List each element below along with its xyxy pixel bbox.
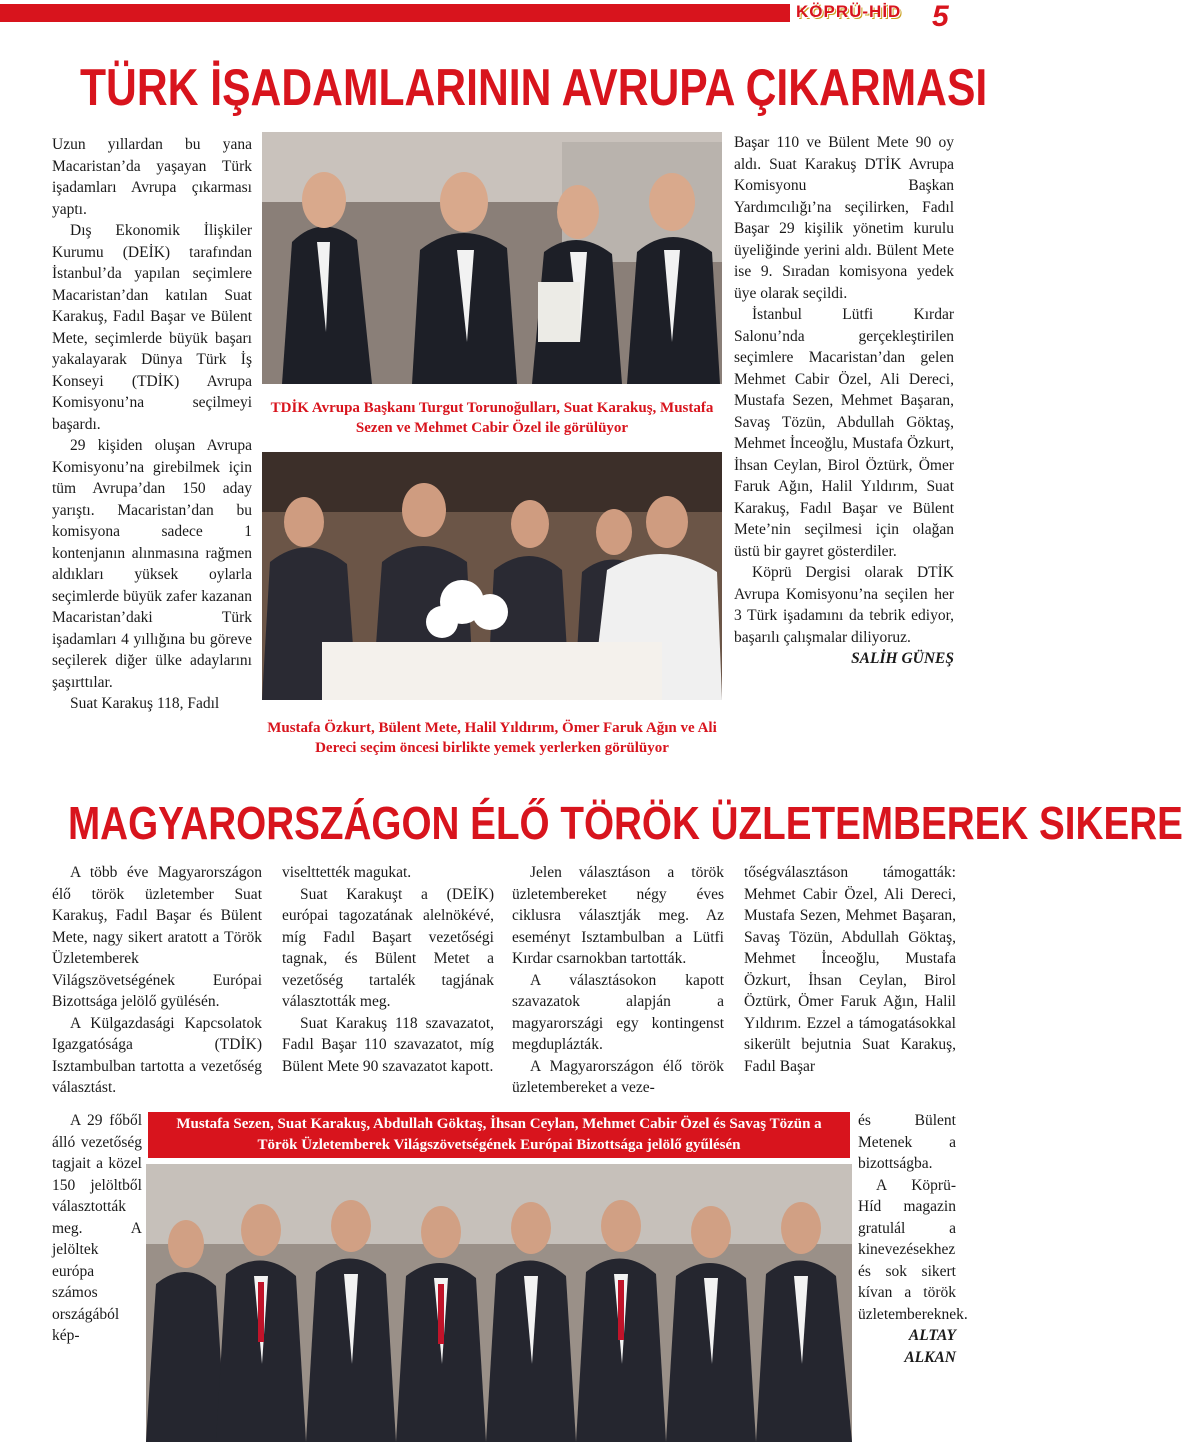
article1-col1-para1: Uzun yıllardan bu yana Macaristan’da yaşayan Türk işadamları Avrupa çıkarması yaptı. — [52, 136, 252, 218]
article2-col2-para1: viselttették magukat. — [282, 864, 412, 881]
article1-col1-para3: 29 kişiden oluşan Avrupa Komisyonu’na girebilmek için tüm Avrupa’dan 150 aday yarıştı. Macaristan’dan bu komisyona sadece 1 kontenjanın alınmasına rağmen aldıkları yüksek oylarla seçimlerde büyük zafer kazanan Macaristan’daki Türk işadamları 4 yıllığına bu göreve seçilerek diğer ülke adaylarını şaşırttılar. — [52, 437, 252, 691]
article2-col1-para1: A több éve Magyarországon élő török üzletember Suat Karakuş, Fadıl Başar és Bülent Mete, nagy sikert aratott a Török Üzletemberek Világszövetségének Európai Bizottsága jelölő gyülésén. — [52, 864, 262, 1010]
article2-column-1 — [52, 862, 262, 1099]
article2-col3-para3: A Magyarországon élő török üzletembereket a veze- — [512, 1057, 724, 1096]
photo1-caption: TDİK Avrupa Başkanı Turgut Torunoğulları, Suat Karakuş, Mustafa Sezen ve Mehmet Cabir Özel ile görülüyor — [270, 400, 714, 436]
article1-col1-para2: Dış Ekonomik İlişkiler Kurumu (DEİK) tarafından İstanbul’da yapılan seçimlere Macaristan’dan katılan Suat Karakuş, Fadıl Başar ve Bülent Mete, seçimlerde büyük başarı yakalayarak Dünya Türk İş Konseyi (TDİK) Avrupa Komisyonu’na seçilmeyi başardı. — [52, 222, 252, 433]
article2-column-4-narrow — [858, 1110, 968, 1368]
article1-headline: TÜRK İŞADAMLARININ AVRUPA ÇIKARMASI — [80, 59, 988, 117]
article2-col3-para2: A választásokon kapott szavazatok alapján a magyarországi egy kontingenst megduplázták. — [512, 971, 724, 1053]
photo2-caption: Mustafa Özkurt, Bülent Mete, Halil Yıldırım, Ömer Faruk Ağın ve Ali Dereci seçim öncesi birlikte yemek yerlerken görülüyor — [267, 720, 717, 756]
magazine-logo: KÖPRÜ-HİD — [796, 2, 902, 21]
article1-column-left — [52, 134, 252, 715]
article1-column-right — [734, 132, 954, 670]
article2-col4-para2: és Bülent Metenek a bizottságba. — [858, 1112, 956, 1172]
article2-column-2 — [282, 862, 494, 1077]
photo-group-meeting — [146, 1164, 852, 1442]
article2-col2-para3: Suat Karakuş 118 szavazatot, Fadıl Başar 110 szavazatot, míg Bülent Mete 90 szavazatot kapott. — [282, 1014, 494, 1075]
article2-col1-para2: A Külgazdasági Kapcsolatok Igazgatósága (TDİK) Isztambulban tartotta a vezetőség választást. — [52, 1014, 262, 1096]
photo-dinner-table — [262, 452, 722, 700]
article1-col3-para1: Başar 110 ve Bülent Mete 90 oy aldı. Suat Karakuş DTİK Avrupa Komisyonu Başkan Yardımcılığı’na seçilirken, Fadıl Başar 29 kişilik yönetim kurulu üyeliğinde yerini aldı. Bülent Mete ise 9. Sıradan komisyona yedek üye olarak seçildi. — [734, 134, 954, 302]
article2-column-1-narrow — [52, 1110, 142, 1347]
article2-col1-para3: A 29 főből álló vezetőség tagjait a közel 150 jelöltből választották meg. A jelöltek európa számos országából kép- — [52, 1112, 142, 1344]
article2-col4-para3: A Köprü-Híd magazin gratulál a kinevezésekhez és sok sikert kívan a török üzletembereknek. — [858, 1176, 968, 1323]
page-number: 5 — [932, 0, 949, 33]
article2-signature: ALTAY ALKAN — [904, 1327, 956, 1366]
article2-headline: MAGYARORSZÁGON ÉLŐ TÖRÖK ÜZLETEMBEREK SIKERE — [68, 797, 1183, 849]
photo-delegation-standing — [262, 132, 722, 384]
article2-column-3 — [512, 862, 724, 1099]
article1-col3-para3: Köprü Dergisi olarak DTİK Avrupa Komisyonu’na seçilen her 3 Türk işadamını da tebrik ediyor, başarılı çalışmalar diliyoruz. — [734, 564, 954, 646]
article1-col3-para2: İstanbul Lütfi Kırdar Salonu’nda gerçekleştirilen seçimlere Macaristan’dan gelen Mehmet Cabir Özel, Ali Dereci, Mustafa Sezen, Mehmet Başaran, Savaş Tözün, Abdullah Göktaş, Mehmet İnceoğlu, Mustafa Özkurt, İhsan Ceylan, Birol Öztürk, Ömer Faruk Ağın, Halil Yıldırım, Suat Karakuş, Fadıl Başar ve Bülent Mete’nin seçilmesi için olağan üstü bir gayret gösterdiler. — [734, 306, 954, 560]
photo3-caption: Mustafa Sezen, Suat Karakuş, Abdullah Göktaş, İhsan Ceylan, Mehmet Cabir Özel és Savaş Tözün a Török Üzletemberek Világszövetségének Európai Bizottsága jelölő gyűlésén — [148, 1112, 850, 1158]
header-bar — [0, 4, 790, 22]
article2-column-4 — [744, 862, 956, 1077]
article1-signature: SALİH GÜNEŞ — [851, 650, 954, 667]
article2-col2-para2: Suat Karakuşt a (DEİK) európai tagozatának alelnökévé, míg Fadıl Başart vezetőségi tagnak, és Bülent Metet a vezetőség tartalék tagjának választották meg. — [282, 885, 494, 1010]
article2-col4-para1: tőségválasztáson támogatták: Mehmet Cabir Özel, Ali Dereci, Mustafa Sezen, Mehmet Başaran, Savaş Tözün, Abdullah Göktaş, Mehmet İnceoğlu, Mustafa Özkurt, İhsan Ceylan, Birol Öztürk, Ömer Faruk Ağın, Halil Yıldırım. Ezzel a támogatásokkal sikerült bejutnia Suat Karakuş, Fadıl Başar — [744, 864, 956, 1075]
article1-col1-para4: Suat Karakuş 118, Fadıl — [70, 695, 220, 712]
article2-col3-para1: Jelen választáson a török üzletembereket négy éves ciklusra választják meg. Az eseményt Isztambulban a Lütfi Kırdar csarnokban tartották. — [512, 864, 724, 967]
